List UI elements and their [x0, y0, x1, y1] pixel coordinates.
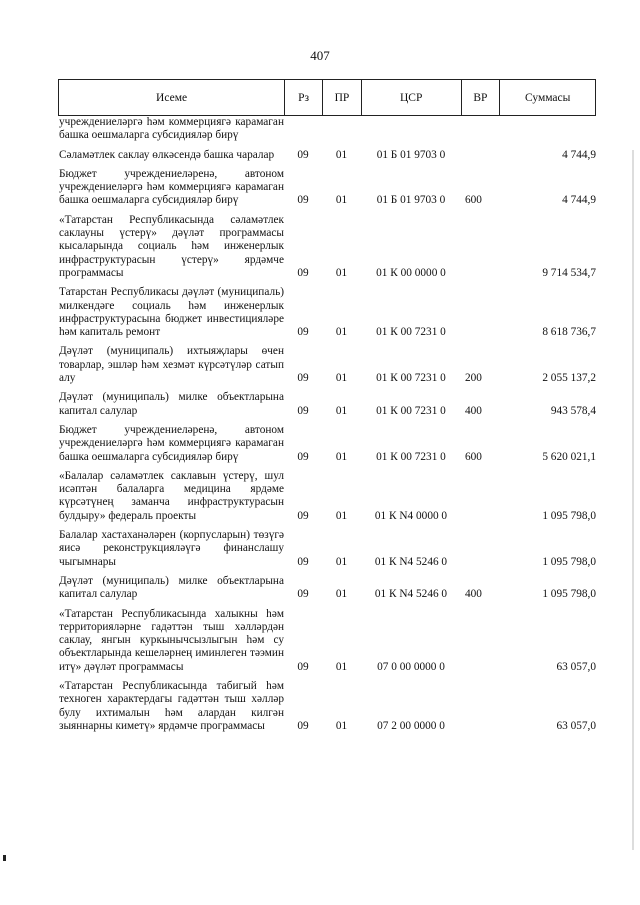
table-row [58, 168, 596, 208]
cell-name: Татарстан Республикасы дәүләт (муниципаль) милкендәге социаль һәм инженерлык инфраструктурасына бюджет инвестицияләре һәм капиталь ремонт [59, 286, 284, 339]
cell-pr: 01 [335, 266, 348, 279]
scan-edge [632, 150, 634, 850]
cell-pr: 01 [335, 404, 348, 417]
cell-rz: 09 [297, 266, 309, 279]
budget-table [58, 79, 596, 733]
cell-pr: 01 [335, 194, 348, 207]
header-csr: ЦСР [361, 80, 461, 115]
cell-name: Дәүләт (муниципаль) ихтыяҗлары өчен товарлар, эшләр һәм хезмәт күрсәтүләр сатып алу [59, 345, 284, 385]
cell-sum: 1 095 798,0 [542, 509, 596, 522]
header-rz: Рз [284, 80, 322, 115]
cell-vr: 400 [465, 588, 482, 601]
table-row [58, 680, 596, 733]
cell-pr: 01 [335, 660, 348, 673]
table-row [58, 608, 596, 674]
cell-sum: 1 095 798,0 [542, 588, 596, 601]
cell-csr: 01 К 00 7231 0 [376, 450, 446, 463]
page-number: 407 [310, 48, 330, 63]
table-row [58, 286, 596, 339]
table-row [58, 529, 596, 569]
header-sum: Суммасы [499, 80, 595, 115]
cell-name: Сәламәтлек саклау өлкәсендә башка чаралар [59, 148, 275, 161]
cell-rz: 09 [297, 588, 309, 601]
cell-sum: 9 714 534,7 [542, 266, 596, 279]
cell-name: «Татарстан Республикасында сәламәтлек саклауны үстерү» дәүләт программасы кысаларында социаль һәм инженерлык инфраструктурасын үстерү» ярдәмче программасы [59, 213, 284, 279]
cell-csr: 01 Б 01 9703 0 [376, 194, 446, 207]
cell-rz: 09 [297, 719, 309, 732]
cell-vr: 400 [465, 404, 482, 417]
table-header [58, 79, 596, 116]
cell-csr: 01 К N4 5246 0 [374, 588, 448, 601]
table-row [58, 149, 596, 162]
table-row [58, 424, 596, 464]
cell-name: «Татарстан Республикасында халыкны һәм территорияләрне гадәттән тыш хәлләрдән саклау, янгын куркынычсызлыгын һәм су объектларында кешеләрнең иминлеген тәэмин итү» дәүләт программасы [59, 607, 284, 673]
header-pr: ПР [322, 80, 361, 115]
cell-sum: 4 744,9 [562, 148, 596, 161]
table-row [58, 470, 596, 523]
cell-csr: 01 К 00 0000 0 [376, 266, 446, 279]
cell-pr: 01 [335, 326, 348, 339]
cell-rz: 09 [297, 450, 309, 463]
cell-sum: 63 057,0 [556, 660, 596, 673]
header-vr: ВР [461, 80, 500, 115]
cell-pr: 01 [335, 148, 348, 161]
scan-mark [3, 855, 6, 861]
cell-csr: 07 2 00 0000 0 [377, 719, 445, 732]
cell-name: Дәүләт (муниципаль) милке объектларына капитал салулар [59, 391, 284, 417]
table-row [58, 345, 596, 385]
cell-rz: 09 [297, 194, 309, 207]
table-body [58, 116, 596, 733]
cell-name: Бюджет учреждениеләренә, автоном учреждениеләргә һәм коммерциягә карамаган башка оешмаларга субсидияләр бирү [59, 423, 284, 463]
cell-name: Бюджет учреждениеләренә, автоном учреждениеләргә һәм коммерциягә карамаган башка оешмаларга субсидияләр бирү [59, 167, 284, 207]
cell-rz: 09 [297, 555, 309, 568]
cell-sum: 63 057,0 [556, 719, 596, 732]
cell-name: Дәүләт (муниципаль) милке объектларына капитал салулар [59, 574, 284, 601]
cell-name: «Татарстан Республикасында табигый һәм техноген характердагы гадәттән тыш хәлләр булу ихтималын һәм алардан килгән зыяннарны киметү» ярдәмче программасы [59, 679, 284, 732]
cell-sum: 8 618 736,7 [542, 326, 596, 339]
cell-sum: 5 620 021,1 [542, 450, 596, 463]
cell-csr: 01 К 00 7231 0 [376, 372, 446, 385]
cell-csr: 07 0 00 0000 0 [377, 660, 445, 673]
cell-csr: 01 К N4 0000 0 [374, 509, 448, 522]
cell-rz: 09 [297, 372, 309, 385]
cell-rz: 09 [297, 326, 309, 339]
cell-rz: 09 [297, 509, 309, 522]
cell-name: учреждениеләргә һәм коммерциягә карамаган башка оешмаларга субсидияләр бирү [59, 116, 284, 142]
cell-csr: 01 К 00 7231 0 [376, 326, 446, 339]
cell-name: Балалар хастаханәләрен (корпусларын) төзүгә яисә реконструкцияләүгә финанслашу чыгымнары [59, 529, 284, 568]
cell-csr: 01 К 00 7231 0 [376, 404, 446, 417]
cell-pr: 01 [335, 509, 348, 522]
cell-vr: 600 [465, 194, 482, 207]
cell-name: «Балалар сәламәтлек саклавын үстерү, шул исәптән балаларга медицина ярдәме күрсәтүнең заманча инфраструктурасын булдыру» федераль проекты [59, 469, 284, 522]
table-row [58, 214, 596, 280]
cell-csr: 01 К N4 5246 0 [374, 555, 448, 568]
cell-vr: 600 [465, 450, 482, 463]
cell-pr: 01 [335, 588, 348, 601]
cell-sum: 2 055 137,2 [542, 372, 596, 385]
cell-rz: 09 [297, 148, 309, 161]
cell-vr: 200 [465, 372, 482, 385]
cell-csr: 01 Б 01 9703 0 [376, 148, 446, 161]
table-row [58, 391, 596, 418]
cell-pr: 01 [335, 555, 348, 568]
cell-sum: 943 578,4 [550, 404, 596, 417]
cell-rz: 09 [297, 404, 309, 417]
table-row [58, 116, 596, 143]
cell-pr: 01 [335, 372, 348, 385]
cell-rz: 09 [297, 660, 309, 673]
cell-sum: 1 095 798,0 [542, 555, 596, 568]
cell-sum: 4 744,9 [562, 194, 596, 207]
cell-pr: 01 [335, 450, 348, 463]
cell-pr: 01 [335, 719, 348, 732]
table-row [58, 575, 596, 602]
header-name: Исеме [156, 91, 188, 104]
